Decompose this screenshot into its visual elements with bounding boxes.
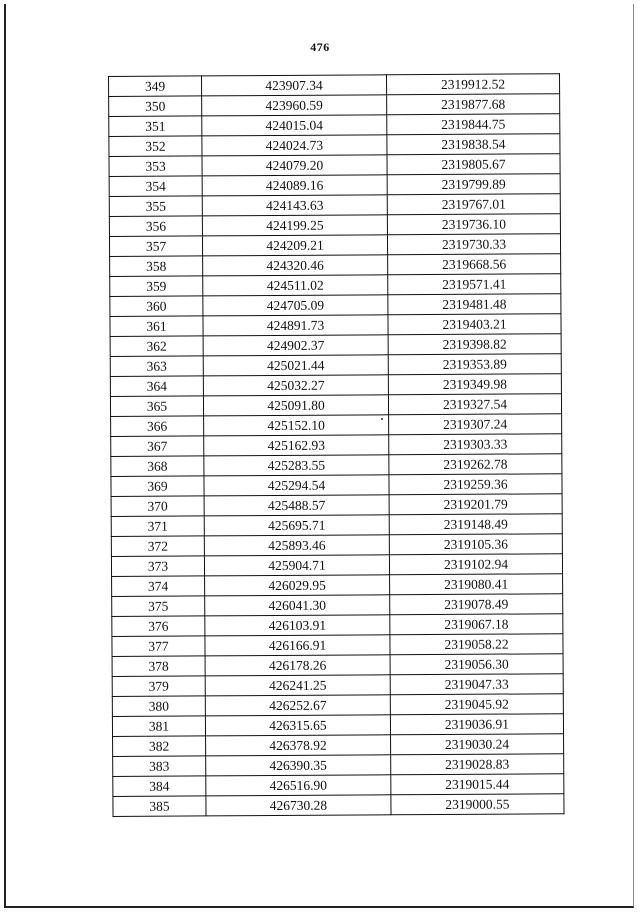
point-number-cell: 379	[112, 676, 205, 697]
point-number-cell: 364	[110, 376, 203, 397]
table-row	[111, 434, 562, 457]
coordinates-table-container	[108, 73, 561, 817]
northing-cell: 2319353.89	[388, 354, 561, 375]
point-number-cell: 350	[109, 96, 202, 117]
northing-cell: 2319838.54	[387, 134, 560, 155]
table-row	[110, 254, 561, 277]
easting-cell: 426103.91	[205, 615, 390, 636]
table-row	[113, 794, 564, 817]
northing-cell: 2319767.01	[387, 194, 560, 215]
table-row	[112, 614, 563, 637]
northing-cell: 2319201.79	[389, 494, 562, 515]
table-row	[109, 114, 560, 137]
easting-cell: 425152.10	[204, 415, 389, 436]
northing-cell: 2319078.49	[390, 594, 563, 615]
point-number-cell: 363	[110, 356, 203, 377]
coordinates-table	[108, 73, 565, 817]
easting-cell: 425294.54	[204, 475, 389, 496]
table-row	[111, 474, 562, 497]
table-row	[112, 714, 563, 737]
point-number-cell: 367	[111, 436, 204, 457]
point-number-cell: 366	[111, 416, 204, 437]
table-row	[109, 214, 560, 237]
easting-cell: 424891.73	[203, 315, 388, 336]
point-number-cell: 357	[109, 236, 202, 257]
northing-cell: 2319303.33	[389, 434, 562, 455]
table-row	[113, 774, 564, 797]
northing-cell: 2319668.56	[388, 254, 561, 275]
point-number-cell: 351	[109, 116, 202, 137]
point-number-cell: 352	[109, 136, 202, 157]
point-number-cell: 378	[112, 656, 205, 677]
easting-cell: 426378.92	[206, 735, 391, 756]
northing-cell: 2319349.98	[388, 374, 561, 395]
northing-cell: 2319571.41	[388, 274, 561, 295]
point-number-cell: 354	[109, 176, 202, 197]
easting-cell: 426730.28	[206, 795, 391, 816]
easting-cell: 424320.46	[203, 255, 388, 276]
point-number-cell: 380	[112, 696, 205, 717]
northing-cell: 2319844.75	[387, 114, 560, 135]
northing-cell: 2319047.33	[390, 674, 563, 695]
easting-cell: 425283.55	[204, 455, 389, 476]
point-number-cell: 383	[113, 756, 206, 777]
northing-cell: 2319030.24	[391, 734, 564, 755]
easting-cell: 424705.09	[203, 295, 388, 316]
northing-cell: 2319877.68	[387, 94, 560, 115]
easting-cell: 424079.20	[202, 155, 387, 176]
table-row	[110, 274, 561, 297]
table-row	[109, 94, 560, 117]
easting-cell: 424024.73	[202, 135, 387, 156]
northing-cell: 2319080.41	[390, 574, 563, 595]
table-row	[109, 154, 560, 177]
table-row	[112, 594, 563, 617]
table-row	[109, 234, 560, 257]
point-number-cell: 370	[111, 496, 204, 517]
easting-cell: 425904.71	[204, 555, 389, 576]
table-row	[110, 314, 561, 337]
point-number-cell: 356	[109, 216, 202, 237]
point-number-cell: 358	[110, 256, 203, 277]
point-number-cell: 349	[109, 76, 202, 97]
northing-cell: 2319056.30	[390, 654, 563, 675]
easting-cell: 426029.95	[205, 575, 390, 596]
table-row	[111, 414, 562, 437]
easting-cell: 426390.35	[206, 755, 391, 776]
table-row	[110, 374, 561, 397]
northing-cell: 2319403.21	[388, 314, 561, 335]
northing-cell: 2319036.91	[390, 714, 563, 735]
northing-cell: 2319045.92	[390, 694, 563, 715]
point-number-cell: 373	[111, 556, 204, 577]
table-row	[110, 394, 561, 417]
easting-cell: 424199.25	[202, 215, 387, 236]
northing-cell: 2319102.94	[389, 554, 562, 575]
table-row	[111, 494, 562, 517]
northing-cell: 2319028.83	[391, 754, 564, 775]
table-row	[109, 134, 560, 157]
northing-cell: 2319730.33	[387, 234, 560, 255]
easting-cell: 424143.63	[202, 195, 387, 216]
northing-cell: 2319015.44	[391, 774, 564, 795]
point-number-cell: 359	[110, 276, 203, 297]
point-number-cell: 376	[112, 616, 205, 637]
scan-speck	[381, 418, 383, 420]
northing-cell: 2319105.36	[389, 534, 562, 555]
point-number-cell: 365	[110, 396, 203, 417]
page-number: 476	[310, 40, 330, 54]
northing-cell: 2319067.18	[390, 614, 563, 635]
northing-cell: 2319262.78	[389, 454, 562, 475]
easting-cell: 425162.93	[204, 435, 389, 456]
easting-cell: 423960.59	[202, 95, 387, 116]
easting-cell: 424015.04	[202, 115, 387, 136]
table-row	[111, 454, 562, 477]
point-number-cell: 375	[112, 596, 205, 617]
point-number-cell: 369	[111, 476, 204, 497]
table-row	[110, 334, 561, 357]
easting-cell: 426041.30	[205, 595, 390, 616]
point-number-cell: 384	[113, 776, 206, 797]
easting-cell: 423907.34	[202, 75, 387, 96]
table-row	[113, 754, 564, 777]
table-body	[109, 74, 565, 817]
table-row	[113, 734, 564, 757]
northing-cell: 2319307.24	[389, 414, 562, 435]
point-number-cell: 377	[112, 636, 205, 657]
point-number-cell: 382	[113, 736, 206, 757]
northing-cell: 2319327.54	[388, 394, 561, 415]
table-row	[112, 674, 563, 697]
point-number-cell: 385	[113, 796, 206, 817]
northing-cell: 2319912.52	[386, 74, 559, 95]
easting-cell: 425021.44	[203, 355, 388, 376]
easting-cell: 426241.25	[205, 675, 390, 696]
point-number-cell: 368	[111, 456, 204, 477]
table-row	[109, 194, 560, 217]
easting-cell: 425032.27	[203, 375, 388, 396]
northing-cell: 2319805.67	[387, 154, 560, 175]
easting-cell: 426252.67	[205, 695, 390, 716]
point-number-cell: 355	[109, 196, 202, 217]
easting-cell: 425695.71	[204, 515, 389, 536]
easting-cell: 424089.16	[202, 175, 387, 196]
easting-cell: 424209.21	[202, 235, 387, 256]
northing-cell: 2319259.36	[389, 474, 562, 495]
point-number-cell: 381	[112, 716, 205, 737]
table-row	[109, 174, 560, 197]
table-row	[112, 634, 563, 657]
point-number-cell: 374	[112, 576, 205, 597]
point-number-cell: 362	[110, 336, 203, 357]
table-row	[109, 74, 560, 97]
northing-cell: 2319799.89	[387, 174, 560, 195]
table-row	[111, 514, 562, 537]
table-row	[110, 354, 561, 377]
easting-cell: 425091.80	[203, 395, 388, 416]
easting-cell: 424511.02	[203, 275, 388, 296]
northing-cell: 2319736.10	[387, 214, 560, 235]
table-row	[111, 534, 562, 557]
northing-cell: 2319148.49	[389, 514, 562, 535]
easting-cell: 425893.46	[204, 535, 389, 556]
table-row	[111, 554, 562, 577]
table-row	[112, 654, 563, 677]
easting-cell: 426178.26	[205, 655, 390, 676]
point-number-cell: 372	[111, 536, 204, 557]
easting-cell: 426516.90	[206, 775, 391, 796]
northing-cell: 2319481.48	[388, 294, 561, 315]
table-row	[112, 574, 563, 597]
point-number-cell: 371	[111, 516, 204, 537]
point-number-cell: 360	[110, 296, 203, 317]
easting-cell: 424902.37	[203, 335, 388, 356]
point-number-cell: 361	[110, 316, 203, 337]
easting-cell: 426315.65	[205, 715, 390, 736]
table-row	[112, 694, 563, 717]
northing-cell: 2319398.82	[388, 334, 561, 355]
northing-cell: 2319000.55	[391, 794, 564, 815]
table-row	[110, 294, 561, 317]
easting-cell: 425488.57	[204, 495, 389, 516]
easting-cell: 426166.91	[205, 635, 390, 656]
point-number-cell: 353	[109, 156, 202, 177]
northing-cell: 2319058.22	[390, 634, 563, 655]
